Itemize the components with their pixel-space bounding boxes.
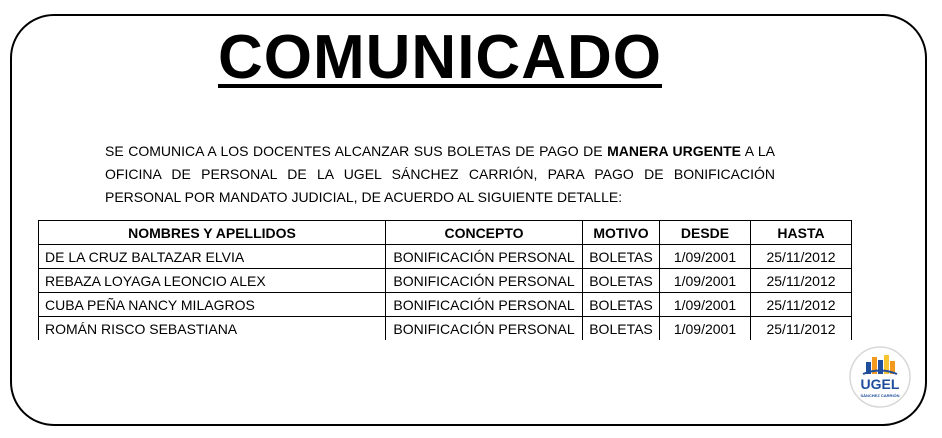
cell-hasta: 25/11/2012 [751,245,852,269]
cell-desde: 1/09/2001 [660,269,751,293]
header-concept: CONCEPTO [386,221,583,245]
cell-motivo: BOLETAS [583,245,660,269]
header-names: NOMBRES Y APELLIDOS [39,221,386,245]
table-row [39,293,852,317]
cell-hasta: 25/11/2012 [751,269,852,293]
paragraph-text-start: SE COMUNICA A LOS DOCENTES ALCANZAR SUS BOLETAS DE PAGO DE [105,143,608,159]
cell-hasta: 25/11/2012 [751,317,852,341]
cell-concept: BONIFICACIÓN PERSONAL [386,317,583,341]
cell-desde: 1/09/2001 [660,245,751,269]
ugel-logo-graphic [849,346,911,408]
detail-table [38,220,852,340]
cell-hasta: 25/11/2012 [751,293,852,317]
table-row [39,269,852,293]
header-motivo: MOTIVO [583,221,660,245]
table-row [39,317,852,341]
cell-concept: BONIFICACIÓN PERSONAL [386,293,583,317]
cell-motivo: BOLETAS [583,293,660,317]
header-desde: DESDE [660,221,751,245]
cell-desde: 1/09/2001 [660,293,751,317]
cell-name: REBAZA LOYAGA LEONCIO ALEX [39,269,386,293]
cell-motivo: BOLETAS [583,317,660,341]
cell-concept: BONIFICACIÓN PERSONAL [386,269,583,293]
paragraph-text-end: A LA OFICINA DE PERSONAL DE LA UGEL SÁNCHEZ CARRIÓN, PARA PAGO DE BONIFICACIÓN PERSONAL POR MANDATO JUDICIAL, DE ACUERDO AL SIGUIENTE DETALLE: [105,143,775,205]
header-hasta: HASTA [751,221,852,245]
cell-name: DE LA CRUZ BALTAZAR ELVIA [39,245,386,269]
logo-subtext: SÁNCHEZ CARRIÓN [860,393,900,398]
cell-motivo: BOLETAS [583,269,660,293]
page-title: COMUNICADO [218,23,662,92]
cell-concept: BONIFICACIÓN PERSONAL [386,245,583,269]
cell-desde: 1/09/2001 [660,317,751,341]
paragraph-emphasis: MANERA URGENTE [607,143,742,159]
ugel-logo-icon [849,346,911,408]
table-header-row [39,221,852,245]
cell-name: ROMÁN RISCO SEBASTIANA [39,317,386,341]
notice-paragraph [105,140,775,209]
logo-text: UGEL [860,376,900,392]
cell-name: CUBA PEÑA NANCY MILAGROS [39,293,386,317]
table-row [39,245,852,269]
